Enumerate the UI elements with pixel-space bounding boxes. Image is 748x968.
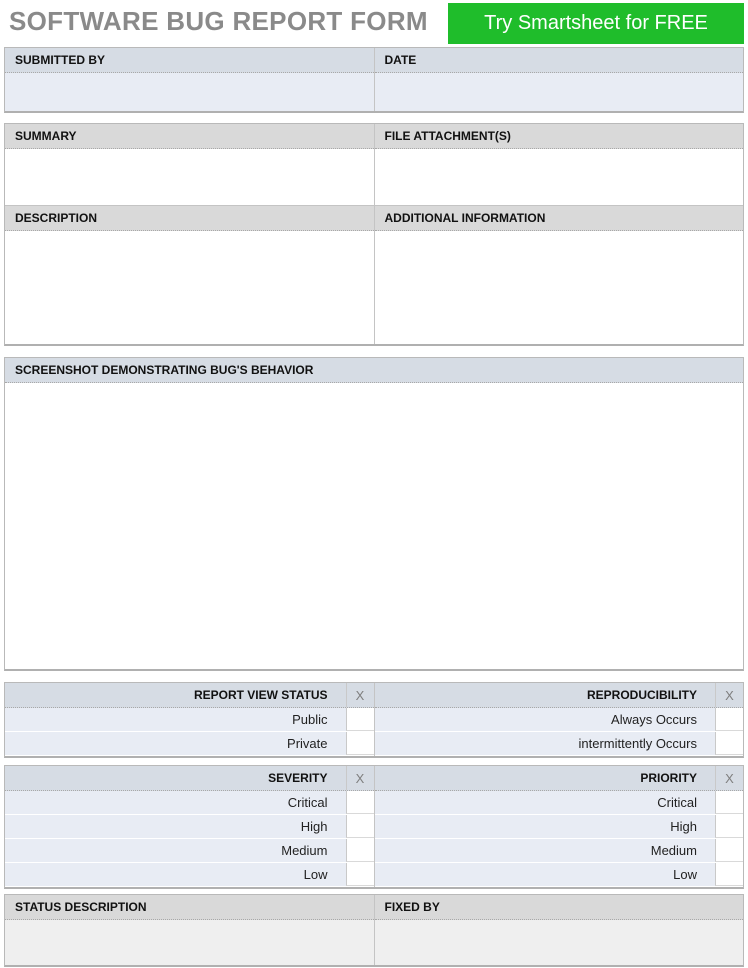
resolution-section (4, 894, 744, 967)
screenshot-section (4, 357, 744, 671)
submitted-by-field[interactable] (5, 73, 374, 111)
priority-medium-checkbox[interactable] (715, 839, 743, 862)
severity-low-checkbox[interactable] (346, 863, 374, 886)
option-label: High (670, 819, 697, 834)
priority-high-checkbox[interactable] (715, 815, 743, 838)
fixed-by-field[interactable] (375, 920, 744, 965)
severity-label: SEVERITY (268, 771, 328, 785)
try-smartsheet-button[interactable]: Try Smartsheet for FREE (448, 3, 744, 44)
description-cell (5, 206, 375, 344)
reproducibility-group (375, 683, 744, 756)
additional-info-label: ADDITIONAL INFORMATION (375, 206, 744, 231)
screenshot-label: SCREENSHOT DEMONSTRATING BUG'S BEHAVIOR (5, 358, 743, 383)
always-occurs-checkbox[interactable] (715, 708, 743, 731)
report-view-status-x-header: X (346, 683, 374, 707)
severity-critical-checkbox[interactable] (346, 791, 374, 814)
status-description-label: STATUS DESCRIPTION (5, 895, 374, 920)
priority-x-header: X (715, 766, 743, 790)
public-checkbox[interactable] (346, 708, 374, 731)
option-label: Low (303, 867, 328, 882)
status-description-cell (5, 895, 375, 965)
severity-high-checkbox[interactable] (346, 815, 374, 838)
status-description-field[interactable] (5, 920, 374, 965)
date-field[interactable] (375, 73, 744, 111)
option-label: Critical (287, 795, 328, 810)
option-label: Critical (657, 795, 697, 810)
description-label: DESCRIPTION (5, 206, 374, 231)
submitted-by-label: SUBMITTED BY (5, 48, 374, 73)
severity-group (5, 766, 375, 887)
reproducibility-label: REPRODUCIBILITY (586, 688, 697, 702)
option-label: Private (287, 736, 328, 751)
screenshot-area[interactable] (5, 383, 743, 669)
priority-group (375, 766, 744, 887)
priority-critical-checkbox[interactable] (715, 791, 743, 814)
additional-info-field[interactable] (375, 231, 744, 344)
report-view-status-label: REPORT VIEW STATUS (193, 688, 328, 702)
file-attachments-field[interactable] (375, 149, 744, 205)
option-label: Medium (281, 843, 328, 858)
submitter-section (4, 47, 744, 113)
option-label: Public (292, 712, 328, 727)
priority-label: PRIORITY (640, 771, 697, 785)
severity-medium-checkbox[interactable] (346, 839, 374, 862)
date-label: DATE (375, 48, 744, 73)
severity-x-header: X (346, 766, 374, 790)
summary-label: SUMMARY (5, 124, 374, 149)
option-label: Always Occurs (611, 712, 697, 727)
option-label: High (300, 819, 328, 834)
submitted-by-cell (5, 48, 375, 111)
option-label: intermittently Occurs (578, 736, 697, 751)
reproducibility-x-header: X (715, 683, 743, 707)
additional-info-cell (375, 206, 744, 344)
description-field[interactable] (5, 231, 374, 344)
page-title: SOFTWARE BUG REPORT FORM (9, 6, 428, 36)
summary-field[interactable] (5, 149, 374, 205)
fixed-by-cell (375, 895, 744, 965)
summary-cell (5, 124, 375, 205)
priority-low-checkbox[interactable] (715, 863, 743, 886)
severity-priority-section (4, 765, 744, 889)
status-reproducibility-section (4, 682, 744, 758)
report-view-status-group (5, 683, 375, 756)
intermittently-occurs-checkbox[interactable] (715, 732, 743, 755)
option-label: Low (673, 867, 697, 882)
details-section (4, 123, 744, 346)
fixed-by-label: FIXED BY (375, 895, 744, 920)
private-checkbox[interactable] (346, 732, 374, 755)
date-cell (375, 48, 744, 111)
file-attachments-cell (375, 124, 744, 205)
file-attachments-label: FILE ATTACHMENT(S) (375, 124, 744, 149)
option-label: Medium (650, 843, 697, 858)
